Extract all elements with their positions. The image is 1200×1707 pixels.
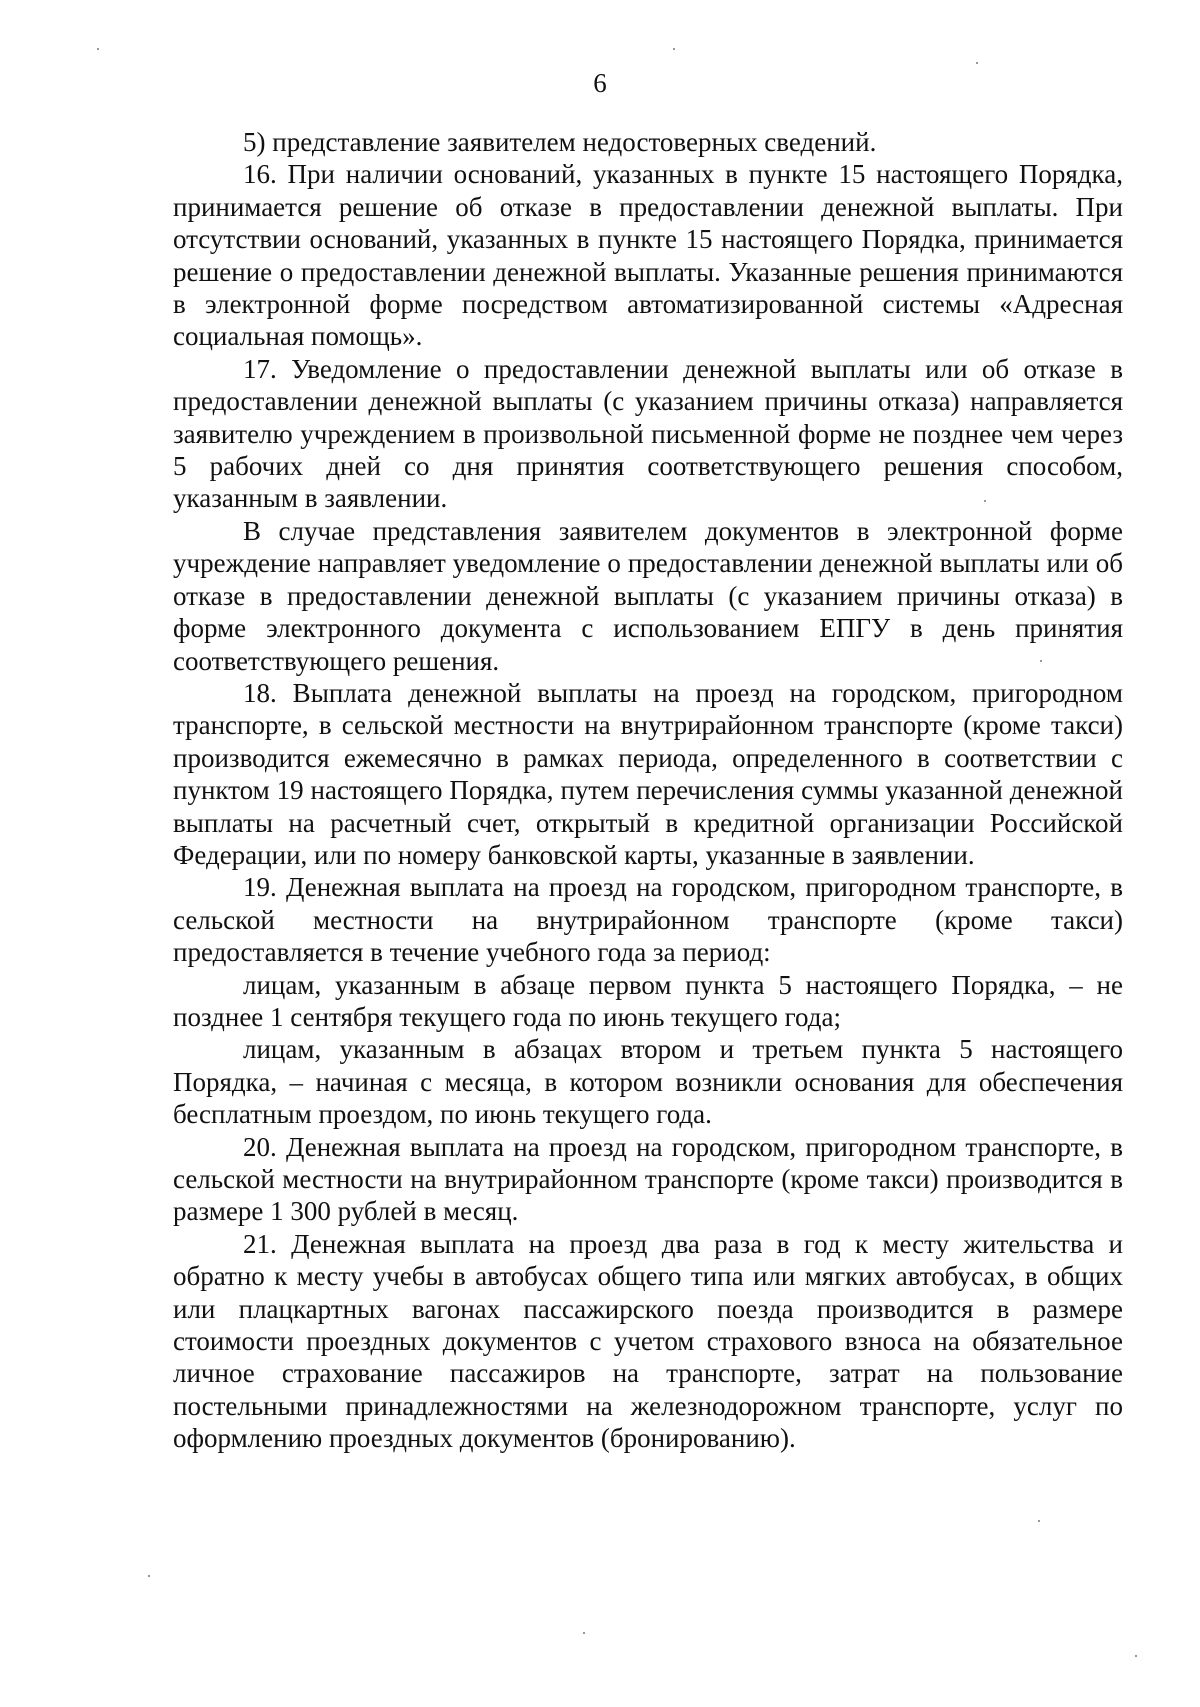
scan-speck	[1038, 1520, 1040, 1522]
paragraph-item-5: 5) представление заявителем недостоверных сведений.	[243, 127, 877, 157]
paragraph-clause-19-first-group: лицам, указанным в абзаце первом пункта 5 настоящего Порядка, – не позднее 1 сентября текущего года по июнь текущего года;	[173, 969, 1123, 1032]
paragraph-clause-19-second-group: лицам, указанным в абзацах втором и третьем пункта 5 настоящего Порядка, – начиная с месяца, в котором возникли основания для обеспечения бесплатным проездом, по июнь текущего года.	[173, 1034, 1123, 1130]
paragraph-clause-17: 17. Уведомление о предоставлении денежной выплаты или об отказе в предоставлении денежной выплаты (с указанием причины отказа) направляется заявителю учреждением в произвольной письменной форме не позднее чем через 5 рабочих дней со дня принятия соответствующего решения способом, указанным в заявлении.	[173, 353, 1123, 514]
paragraph-clause-17-electronic: В случае представления заявителем документов в электронной форме учреждение направляет уведомление о предоставлении денежной выплаты или об отказе в предоставлении денежной выплаты (с указанием причины отказа) в форме электронного документа с использованием ЕПГУ в день принятия соответствующего решения.	[173, 515, 1123, 676]
scan-speck	[97, 48, 99, 50]
page-number: 6	[593, 68, 607, 98]
scan-speck	[984, 500, 986, 502]
paragraph-clause-16: 16. При наличии оснований, указанных в пункте 15 настоящего Порядка, принимается решение об отказе в предоставлении денежной выплаты. При отсутствии оснований, указанных в пункте 15 настоящего Порядка, принимается решение о предоставлении денежной выплаты. Указанные решения принимаются в электронной форме посредством автоматизированной системы «Адресная социальная помощь».	[173, 159, 1123, 352]
paragraph-clause-20: 20. Денежная выплата на проезд на городском, пригородном транспорте, в сельской местности на внутрирайонном транспорте (кроме такси) производится в размере 1 300 рублей в месяц.	[173, 1131, 1123, 1227]
document-body	[173, 126, 1123, 1455]
scan-speck	[148, 1575, 150, 1577]
scan-speck	[583, 1632, 585, 1634]
paragraph-clause-18: 18. Выплата денежной выплаты на проезд на городском, пригородном транспорте, в сельской местности на внутрирайонном транспорте (кроме такси) производится ежемесячно в рамках периода, определенного в соответствии с пунктом 19 настоящего Порядка, путем перечисления суммы указанной денежной выплаты на расчетный счет, открытый в кредитной организации Российской Федерации, или по номеру банковской карты, указанные в заявлении.	[173, 677, 1123, 870]
scan-speck	[1040, 660, 1042, 662]
scan-speck	[1135, 1655, 1137, 1657]
paragraph-clause-21: 21. Денежная выплата на проезд два раза в год к месту жительства и обратно к месту учебы в автобусах общего типа или мягких автобусах, в общих или плацкартных вагонах пассажирского поезда производится в размере стоимости проездных документов с учетом страхового взноса на обязательное личное страхование пассажиров на транспорте, затрат на пользование постельными принадлежностями на железнодорожном транспорте, услуг по оформлению проездных документов (бронированию).	[173, 1228, 1123, 1454]
scan-speck	[673, 48, 675, 50]
scan-speck	[976, 62, 978, 64]
paragraph-clause-19: 19. Денежная выплата на проезд на городском, пригородном транспорте, в сельской местности на внутрирайонном транспорте (кроме такси) предоставляется в течение учебного года за период:	[173, 872, 1123, 968]
